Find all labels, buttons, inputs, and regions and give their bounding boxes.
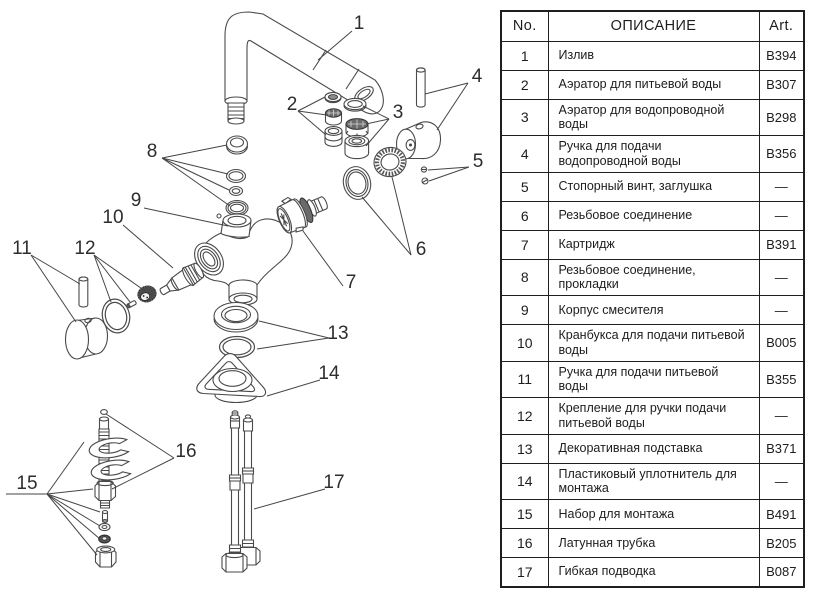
callout-number: 5 <box>472 151 484 172</box>
row-no: 2 <box>501 70 548 99</box>
row-description: Ручка для подачи питьевой воды <box>548 361 759 398</box>
callout-number: 14 <box>318 363 340 384</box>
row-art: B087 <box>759 558 804 587</box>
row-no: 6 <box>501 201 548 230</box>
callout-number: 9 <box>130 190 142 211</box>
row-art: — <box>759 172 804 201</box>
part-valve <box>156 260 206 301</box>
row-no: 5 <box>501 172 548 201</box>
table-row <box>501 529 804 558</box>
table-row <box>501 230 804 259</box>
parts-table-header <box>501 11 804 41</box>
row-art: B394 <box>759 41 804 70</box>
callout-number: 4 <box>471 66 483 87</box>
row-art: B391 <box>759 230 804 259</box>
row-art: B205 <box>759 529 804 558</box>
callout-number: 7 <box>345 272 357 293</box>
row-description: Пластиковый уплотнитель для монтажа <box>548 463 759 500</box>
row-description: Картридж <box>548 230 759 259</box>
row-description: Кранбукса для подачи питьевой воды <box>548 325 759 362</box>
callout-17 <box>254 472 345 509</box>
row-art: B491 <box>759 500 804 529</box>
row-no: 9 <box>501 296 548 325</box>
callout-13 <box>257 321 349 349</box>
header-art: Art. <box>759 11 804 41</box>
callout-number: 2 <box>286 94 298 115</box>
parts-table-body <box>501 41 804 587</box>
callout-11 <box>12 238 80 322</box>
callout-4 <box>425 66 483 130</box>
part-aerator-drinking <box>325 92 342 146</box>
table-row <box>501 296 804 325</box>
row-no: 12 <box>501 398 548 435</box>
row-description: Набор для монтажа <box>548 500 759 529</box>
row-no: 4 <box>501 136 548 173</box>
table-row <box>501 41 804 70</box>
callout-number: 8 <box>146 141 158 162</box>
row-description: Резьбовое соединение, прокладки <box>548 259 759 296</box>
row-description: Аэратор для водопроводной воды <box>548 99 759 136</box>
row-art: — <box>759 201 804 230</box>
callout-number: 10 <box>102 207 124 228</box>
part-decorative-base <box>214 303 258 358</box>
callout-number: 6 <box>415 239 427 260</box>
table-row <box>501 558 804 587</box>
part-flexible-hoses <box>222 411 260 572</box>
callout-8 <box>147 141 230 206</box>
part-gaskets <box>217 136 248 218</box>
callout-14 <box>267 363 340 396</box>
parts-table <box>500 10 805 588</box>
row-no: 11 <box>501 361 548 398</box>
table-row <box>501 434 804 463</box>
table-row <box>501 201 804 230</box>
row-art: — <box>759 259 804 296</box>
row-art: B307 <box>759 70 804 99</box>
table-row <box>501 259 804 296</box>
row-no: 8 <box>501 259 548 296</box>
callout-number: 3 <box>392 102 404 123</box>
row-description: Корпус смесителя <box>548 296 759 325</box>
header-no: No. <box>501 11 548 41</box>
row-art: — <box>759 296 804 325</box>
callout-15 <box>6 442 100 555</box>
callout-number: 16 <box>175 441 197 462</box>
row-art: B005 <box>759 325 804 362</box>
part-plastic-seal <box>197 354 266 403</box>
row-no: 3 <box>501 99 548 136</box>
callout-5 <box>428 151 483 181</box>
row-no: 13 <box>501 434 548 463</box>
table-row <box>501 172 804 201</box>
row-description: Декоративная подставка <box>548 434 759 463</box>
table-row <box>501 500 804 529</box>
row-description: Крепление для ручки подачи питьевой воды <box>548 398 759 435</box>
row-description: Ручка для подачи водопроводной воды <box>548 136 759 173</box>
part-mounting-set <box>88 410 131 567</box>
callout-7 <box>303 231 356 293</box>
part-screws <box>421 167 428 184</box>
row-no: 7 <box>501 230 548 259</box>
table-row <box>501 70 804 99</box>
row-description: Резьбовое соединение <box>548 201 759 230</box>
callout-number: 12 <box>74 238 96 259</box>
part-handle-drinking <box>66 277 108 359</box>
callout-10 <box>102 207 173 268</box>
row-art: B371 <box>759 434 804 463</box>
row-no: 1 <box>501 41 548 70</box>
row-no: 17 <box>501 558 548 587</box>
table-row <box>501 463 804 500</box>
row-description: Стопорный винт, заглушка <box>548 172 759 201</box>
table-row <box>501 325 804 362</box>
row-no: 10 <box>501 325 548 362</box>
table-row <box>501 398 804 435</box>
header-row <box>501 11 804 41</box>
callout-number: 11 <box>12 238 32 259</box>
table-row <box>501 361 804 398</box>
row-no: 16 <box>501 529 548 558</box>
row-description: Латунная трубка <box>548 529 759 558</box>
table-row <box>501 136 804 173</box>
row-art: B355 <box>759 361 804 398</box>
callout-number: 15 <box>16 473 38 494</box>
row-description: Аэратор для питьевой воды <box>548 70 759 99</box>
callout-6 <box>362 177 426 260</box>
row-art: — <box>759 463 804 500</box>
row-art: — <box>759 398 804 435</box>
table-row <box>501 99 804 136</box>
header-description: ОПИСАНИЕ <box>548 11 759 41</box>
row-no: 14 <box>501 463 548 500</box>
row-art: B356 <box>759 136 804 173</box>
row-no: 15 <box>501 500 548 529</box>
callout-number: 17 <box>323 472 345 493</box>
row-description: Излив <box>548 41 759 70</box>
part-mixer-body <box>189 214 293 305</box>
callout-number: 1 <box>353 13 365 34</box>
callout-9 <box>131 190 228 226</box>
row-description: Гибкая подводка <box>548 558 759 587</box>
callout-number: 13 <box>327 323 349 344</box>
row-art: B298 <box>759 99 804 136</box>
callout-2 <box>287 94 327 135</box>
